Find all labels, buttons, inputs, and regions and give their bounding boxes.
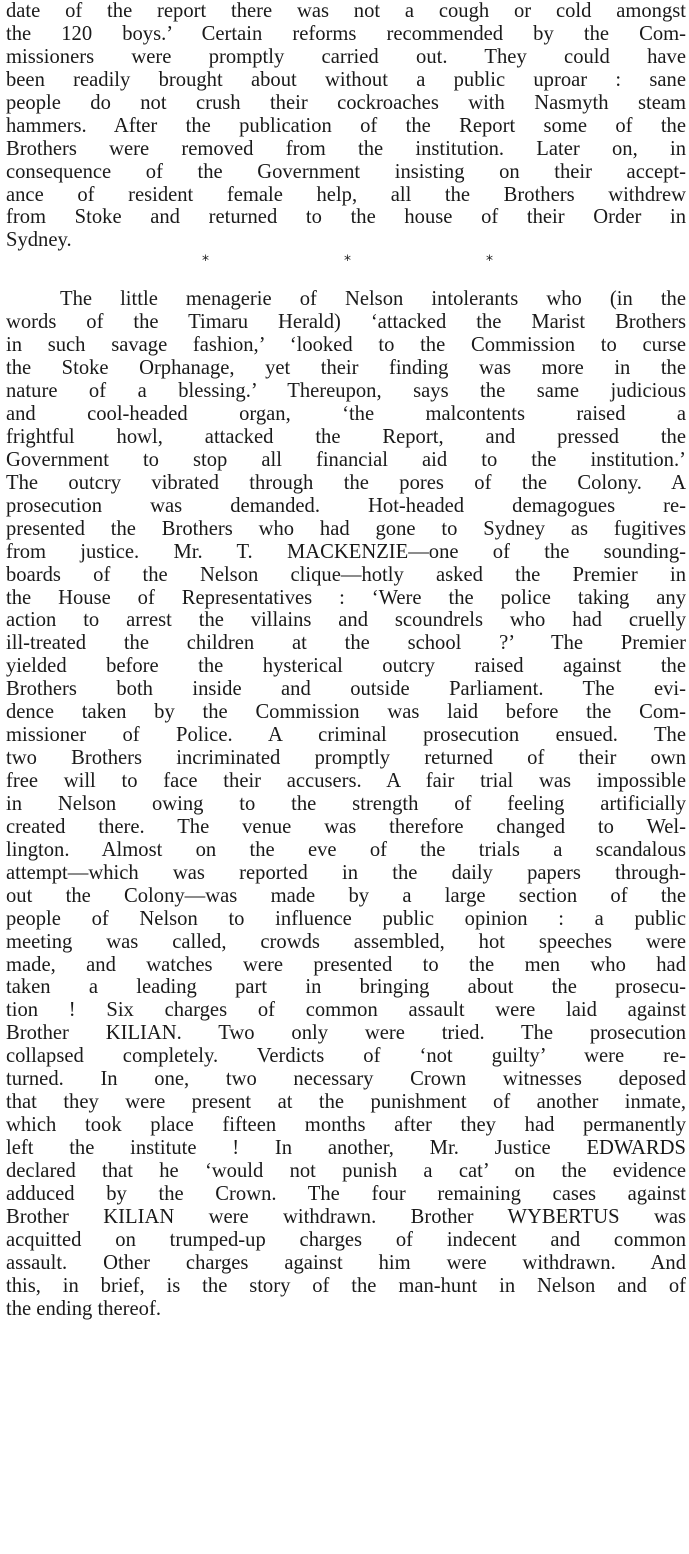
text-line: missioner of Police. A criminal prosecution ensued. The (6, 724, 686, 747)
text-line: taken a leading part in bringing about the prosecu- (6, 976, 686, 999)
text-line: words of the Timaru Herald) ‘attacked the Marist Brothers (6, 311, 686, 334)
text-line: Brothers both inside and outside Parliament. The evi- (6, 678, 686, 701)
text-line: which took place fifteen months after they had permanently (6, 1114, 686, 1137)
text-line: two Brothers incriminated promptly returned of their own (6, 747, 686, 770)
text-line: collapsed completely. Verdicts of ‘not guilty’ were re- (6, 1045, 686, 1068)
separator-star: * (486, 253, 493, 270)
text-line: created there. The venue was therefore changed to Wel- (6, 815, 686, 838)
text-line: made, and watches were presented to the men who had (6, 953, 686, 976)
section-separator (6, 252, 686, 282)
text-line: acquitted on trumped-up charges of indecent and common (6, 1228, 686, 1251)
text-line: people do not crush their cockroaches with Nasmyth steam (6, 91, 686, 114)
text-line: that they were present at the punishment of another inmate, (6, 1091, 686, 1114)
text-line: boards of the Nelson clique—hotly asked the Premier in (6, 563, 686, 586)
text-line: people of Nelson to influence public opinion : a public (6, 907, 686, 930)
text-line: Brother KILIAN were withdrawn. Brother WYBERTUS was (6, 1205, 686, 1228)
text-line: from justice. Mr. T. MACKENZIE—one of the sounding- (6, 540, 686, 563)
text-line: hammers. After the publication of the Report some of the (6, 114, 686, 137)
text-line: declared that he ‘would not punish a cat’ on the evidence (6, 1159, 686, 1182)
text-line: turned. In one, two necessary Crown witnesses deposed (6, 1068, 686, 1091)
text-line: dence taken by the Commission was laid before the Com- (6, 701, 686, 724)
text-line: adduced by the Crown. The four remaining cases against (6, 1182, 686, 1205)
text-line: from Stoke and returned to the house of their Order in (6, 206, 686, 229)
text-line: The outcry vibrated through the pores of the Colony. A (6, 471, 686, 494)
text-line: this, in brief, is the story of the man-hunt in Nelson and of (6, 1274, 686, 1297)
text-line: assault. Other charges against him were withdrawn. And (6, 1251, 686, 1274)
text-line: the 120 boys.’ Certain reforms recommended by the Com- (6, 22, 686, 45)
paragraph-2 (6, 288, 686, 1320)
text-line: lington. Almost on the eve of the trials a scandalous (6, 838, 686, 861)
text-line: presented the Brothers who had gone to Sydney as fugitives (6, 517, 686, 540)
text-line: action to arrest the villains and scoundrels who had cruelly (6, 609, 686, 632)
text-line: Sydney. (6, 229, 72, 252)
text-line: out the Colony—was made by a large section of the (6, 884, 686, 907)
text-line: missioners were promptly carried out. They could have (6, 45, 686, 68)
text-line: the Stoke Orphanage, yet their finding was more in the (6, 357, 686, 380)
separator-star: * (344, 253, 351, 270)
text-line: frightful howl, attacked the Report, and pressed the (6, 425, 686, 448)
text-line: attempt—which was reported in the daily papers through- (6, 861, 686, 884)
text-line: date of the report there was not a cough or cold amongst (6, 0, 686, 22)
text-line: prosecution was demanded. Hot-headed demagogues re- (6, 494, 686, 517)
text-line: Government to stop all financial aid to the institution.’ (6, 448, 686, 471)
text-line: nature of a blessing.’ Thereupon, says the same judicious (6, 380, 686, 403)
text-line: Brother KILIAN. Two only were tried. The prosecution (6, 1022, 686, 1045)
separator-star: * (202, 253, 209, 270)
text-line: in such savage fashion,’ ‘looked to the Commission to curse (6, 334, 686, 357)
text-line: The little menagerie of Nelson intolerants who (in the (60, 288, 686, 311)
text-line: tion ! Six charges of common assault were laid against (6, 999, 686, 1022)
document-page (6, 0, 686, 1321)
text-line: the House of Representatives : ‘Were the police taking any (6, 586, 686, 609)
text-line: free will to face their accusers. A fair trial was impossible (6, 770, 686, 792)
text-line: ill-treated the children at the school ?’ The Premier (6, 632, 686, 655)
text-line: meeting was called, crowds assembled, hot speeches were (6, 930, 686, 953)
text-line: the ending thereof. (6, 1297, 161, 1320)
text-line: left the institute ! In another, Mr. Justice EDWARDS (6, 1137, 686, 1159)
text-line: in Nelson owing to the strength of feeling artificially (6, 792, 686, 815)
text-line: yielded before the hysterical outcry raised against the (6, 655, 686, 678)
text-line: Brothers were removed from the institution. Later on, in (6, 137, 686, 160)
text-line: and cool-headed organ, ‘the malcontents raised a (6, 403, 686, 425)
text-line: ance of resident female help, all the Brothers withdrew (6, 183, 686, 206)
text-line: consequence of the Government insisting on their accept- (6, 160, 686, 183)
paragraph-1 (6, 0, 686, 252)
text-line: been readily brought about without a public uproar : sane (6, 68, 686, 91)
